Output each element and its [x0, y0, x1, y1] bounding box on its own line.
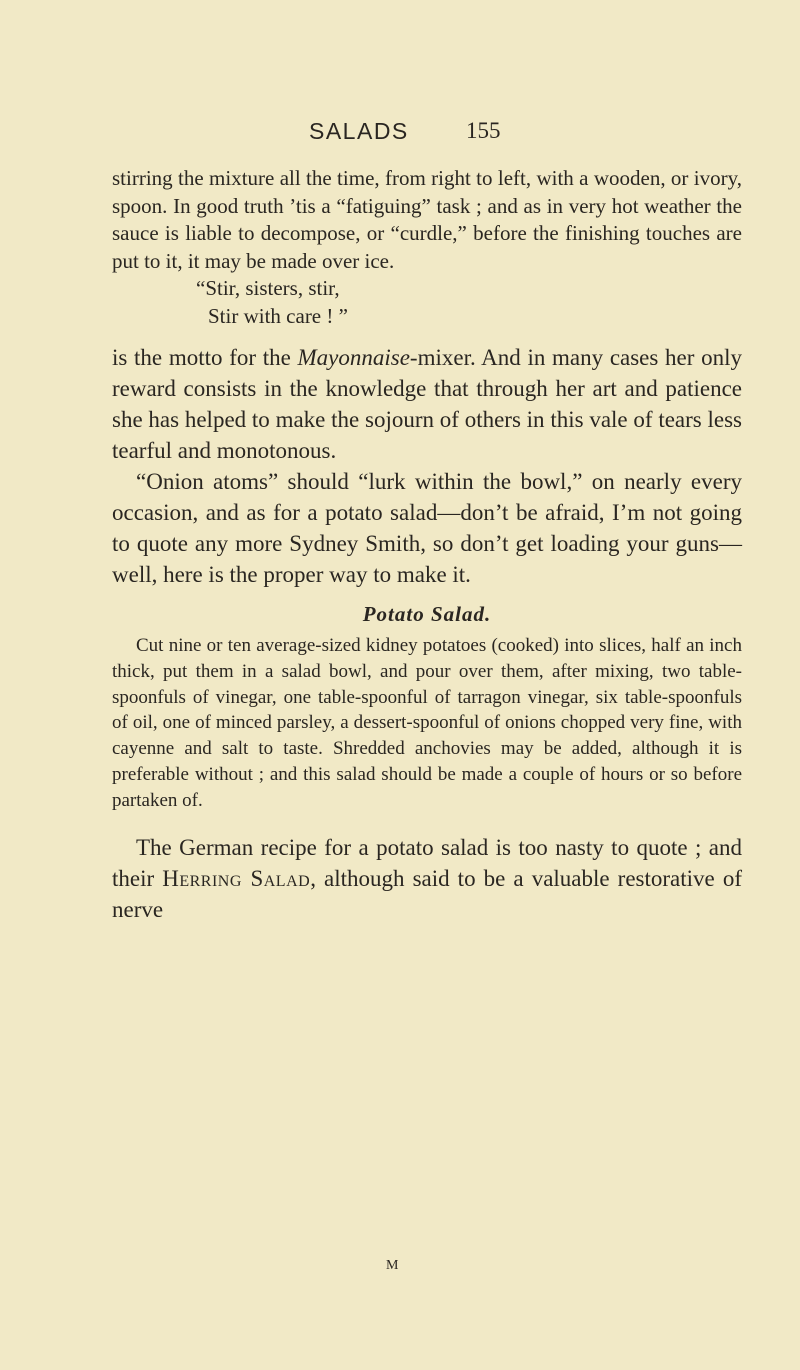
signature-mark: M — [386, 1258, 399, 1273]
running-title: SALADS — [309, 118, 409, 144]
recipe-heading: Potato Salad. — [362, 602, 492, 626]
paragraph — [112, 832, 742, 925]
paragraph — [112, 342, 742, 466]
smallcaps-term: Herring Salad — [162, 865, 311, 891]
recipe-paragraph: Cut nine or ten average-sized kidney potatoes (cooked) into slices, half an inch thick, put them in a salad bowl, and pour over them, after mixing, two table-spoonfuls of vinegar, one table-spoonful of tarragon vinegar, six table-spoonfuls of oil, one of minced parsley, a dessert-spoonful of onions chopped very fine, with cayenne and salt to taste. Shredded anchovies may be added, although it is preferable without ; and this salad should be made a couple of hours or so before partaken of. — [112, 635, 742, 811]
text-run: is the motto for the — [112, 345, 298, 370]
text-run: -mixer. And in many cases her only reward consists in the knowledge that through her art and patience she has helped to make the sojourn of others in this vale of tears less tearful and monotonous. — [112, 345, 742, 463]
verse-quote — [196, 275, 742, 330]
text-run: , although said to be a valuable restorative of nerve — [112, 865, 742, 922]
page-body — [112, 165, 742, 925]
page-number: 155 — [466, 118, 501, 143]
page-header — [0, 118, 800, 150]
text-run: The German recipe for a potato salad is too nasty to quote ; and their — [112, 834, 742, 891]
italic-term: Mayonnaise — [297, 345, 410, 370]
paragraph: “Onion atoms” should “lurk within the bowl,” on nearly every occasion, and as for a potato salad—don’t be afraid, I’m not going to quote any more Sydney Smith, so don’t get loading your guns—well, here is the proper way to make it. — [112, 469, 742, 587]
verse-line: “Stir, sisters, stir, — [196, 276, 340, 300]
verse-line: Stir with care ! ” — [208, 303, 348, 328]
paragraph: stirring the mixture all the time, from right to left, with a wooden, or ivory, spoon. In good truth ’tis a “fatiguing” task ; and as in very hot weather the sauce is liable to decompose, or “curdle,” before the finishing touches are put to it, it may be made over ice. — [112, 166, 742, 273]
